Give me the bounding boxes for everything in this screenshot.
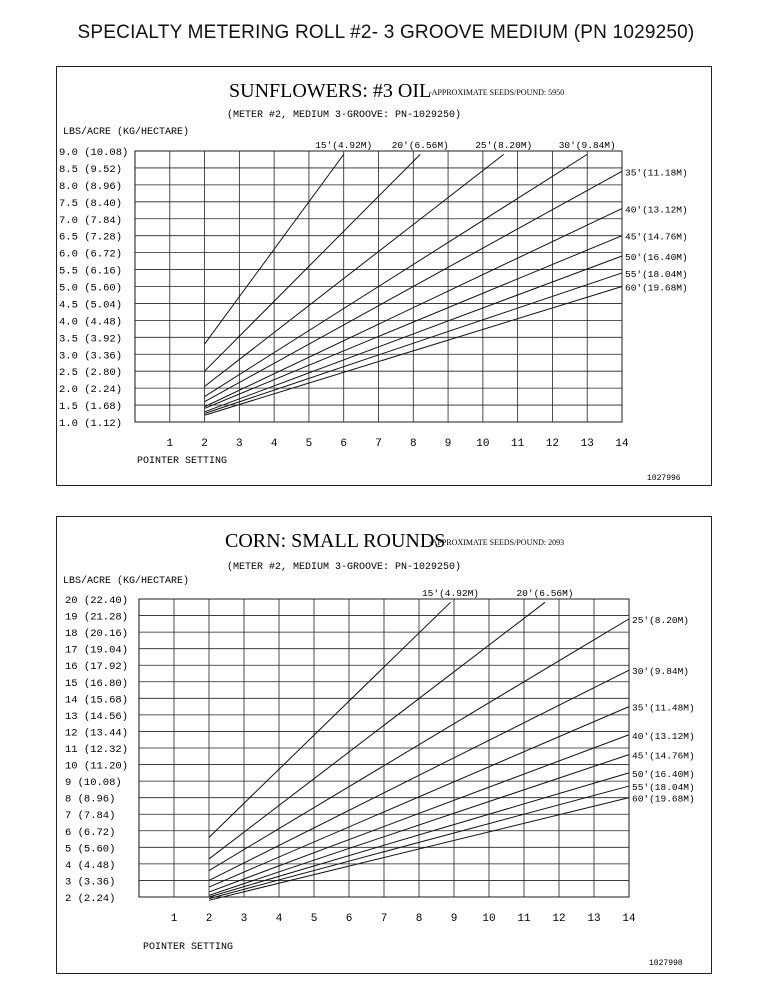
y-tick-label: 5.5 (6.16) (59, 265, 123, 278)
y-tick-label: 18 (20.16) (65, 628, 129, 641)
y-tick-label: 19 (21.28) (65, 611, 129, 624)
y-tick-label: 8.0 (8.96) (59, 180, 123, 193)
x-tick-label: 10 (482, 913, 496, 925)
x-tick-label: 2 (205, 913, 213, 925)
series-label: 50'(16.40M) (632, 768, 695, 780)
y-tick-label: 17 (19.04) (65, 644, 129, 657)
series-label: 15'(4.92M) (315, 140, 373, 151)
x-tick-label: 9 (444, 438, 452, 450)
x-tick-label: 8 (415, 913, 423, 925)
series-label: 60'(19.68M) (632, 793, 695, 805)
x-tick-label: 8 (409, 438, 417, 450)
x-tick-label: 14 (615, 438, 629, 450)
series-label: 55'(18.04M) (632, 782, 695, 794)
y-tick-label: 7.0 (7.84) (59, 214, 123, 227)
x-axis-label: POINTER SETTING (137, 456, 228, 467)
x-tick-label: 13 (580, 438, 594, 450)
y-tick-label: 15 (16.80) (65, 677, 129, 690)
x-tick-label: 11 (511, 438, 525, 450)
series-line (205, 154, 588, 396)
y-tick-label: 2.0 (2.24) (59, 384, 123, 397)
series-label: 35'(11.48M) (632, 702, 695, 714)
y-tick-label: 2 (2.24) (65, 893, 116, 905)
x-tick-label: 3 (240, 913, 248, 925)
y-tick-label: 10 (11.20) (65, 760, 129, 773)
y-tick-label: 6.0 (6.72) (59, 248, 123, 261)
series-label: 30'(9.84M) (558, 140, 616, 151)
x-tick-label: 9 (450, 913, 458, 925)
series-line (209, 602, 545, 859)
x-axis-label: POINTER SETTING (143, 942, 234, 953)
y-tick-label: 6.5 (7.28) (59, 231, 123, 244)
x-tick-label: 6 (340, 438, 348, 450)
x-tick-label: 3 (236, 438, 243, 450)
y-tick-label: 11 (12.32) (65, 744, 129, 756)
x-tick-label: 7 (375, 438, 382, 450)
page-title: SPECIALTY METERING ROLL #2- 3 GROOVE MEDIUM (PN 1029250) (77, 22, 695, 43)
y-tick-label: 5 (5.60) (65, 843, 116, 856)
y-tick-label: 3.5 (3.92) (59, 333, 123, 346)
y-tick-label: 4.5 (5.04) (59, 299, 123, 312)
x-tick-label: 7 (380, 913, 388, 925)
y-tick-label: 4 (4.48) (65, 859, 116, 872)
y-tick-label: 3 (3.36) (65, 876, 116, 889)
x-tick-label: 12 (552, 913, 566, 925)
series-label: 45'(14.76M) (632, 750, 695, 762)
x-tick-label: 2 (201, 438, 208, 450)
x-tick-label: 1 (166, 438, 174, 450)
y-tick-label: 12 (13.44) (65, 727, 129, 740)
series-line (205, 154, 421, 371)
x-tick-label: 5 (310, 913, 318, 925)
x-tick-label: 5 (305, 438, 313, 450)
y-tick-label: 7 (7.84) (65, 810, 116, 823)
y-tick-label: 8.5 (9.52) (59, 163, 123, 176)
series-label: 50'(16.40M) (625, 252, 688, 264)
figure-id: 1027996 (647, 474, 681, 483)
y-tick-label: 1.0 (1.12) (59, 418, 123, 430)
y-tick-label: 4.0 (4.48) (59, 316, 123, 329)
chart-title-note: -APPROXIMATE SEEDS/POUND: 2093 (429, 538, 565, 547)
series-label: 40'(13.12M) (632, 730, 695, 742)
series-label: 60'(19.68M) (625, 282, 688, 294)
y-tick-label: 3.0 (3.36) (59, 350, 123, 363)
y-axis-label: LBS/ACRE (KG/HECTARE) (63, 127, 190, 138)
y-axis-label: LBS/ACRE (KG/HECTARE) (63, 576, 190, 587)
series-label: 45'(14.76M) (625, 231, 688, 243)
y-tick-label: 16 (17.92) (65, 661, 129, 674)
x-tick-label: 4 (270, 438, 278, 450)
series-label: 20'(6.56M) (516, 588, 574, 599)
sunflowers-chart (57, 67, 711, 485)
x-tick-label: 4 (275, 913, 283, 925)
x-tick-label: 14 (622, 913, 636, 925)
x-tick-label: 10 (476, 438, 490, 450)
chart-title: CORN: SMALL ROUNDS (225, 530, 446, 552)
y-tick-label: 2.5 (2.80) (59, 367, 123, 380)
y-tick-label: 8 (8.96) (65, 793, 116, 806)
y-tick-label: 1.5 (1.68) (59, 401, 123, 414)
series-label: 35'(11.18M) (625, 167, 688, 179)
series-line (209, 602, 451, 837)
x-tick-label: 12 (545, 438, 560, 450)
x-tick-label: 13 (587, 913, 601, 925)
y-tick-label: 20 (22.40) (65, 595, 129, 607)
x-tick-label: 6 (345, 913, 353, 925)
series-label: 40'(13.12M) (625, 204, 688, 216)
y-tick-label: 9.0 (10.08) (59, 147, 129, 159)
chart-subtitle: (METER #2, MEDIUM 3-GROOVE: PN-1029250) (227, 110, 462, 121)
chart-title: SUNFLOWERS: #3 OIL (229, 80, 432, 102)
corn-chart-panel (56, 516, 712, 974)
x-tick-label: 11 (517, 913, 531, 925)
y-tick-label: 6 (6.72) (65, 826, 116, 839)
chart-subtitle: (METER #2, MEDIUM 3-GROOVE: PN-1029250) (227, 562, 462, 573)
y-tick-label: 7.5 (8.40) (59, 197, 123, 210)
y-tick-label: 14 (15.68) (65, 694, 129, 707)
series-label: 15'(4.92M) (421, 588, 480, 599)
y-tick-label: 5.0 (5.60) (59, 282, 123, 295)
series-label: 20'(6.56M) (391, 140, 449, 151)
series-label: 55'(18.04M) (625, 268, 688, 280)
chart-title-note: -APPROXIMATE SEEDS/POUND: 5950 (429, 88, 565, 97)
corn-chart (57, 517, 711, 973)
x-tick-label: 1 (170, 913, 178, 925)
series-label: 25'(8.20M) (475, 140, 533, 151)
y-tick-label: 9 (10.08) (65, 777, 122, 790)
series-label: 25'(8.20M) (632, 614, 690, 626)
series-line (205, 154, 504, 386)
figure-id: 1027998 (649, 959, 683, 968)
series-label: 30'(9.84M) (632, 666, 690, 678)
y-tick-label: 13 (14.56) (65, 710, 129, 723)
sunflowers-chart-panel (56, 66, 712, 486)
